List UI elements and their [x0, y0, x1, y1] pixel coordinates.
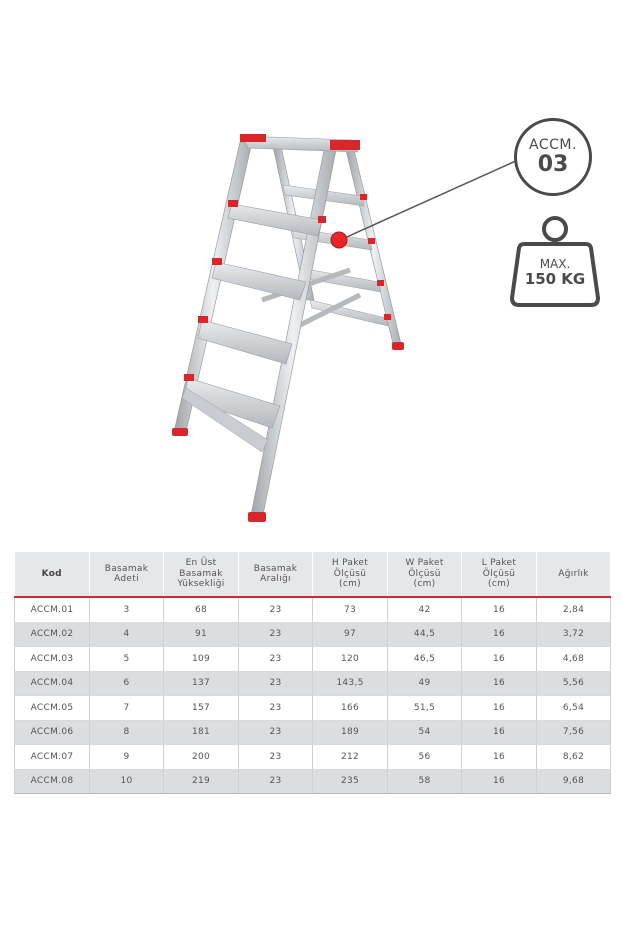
table-cell: 16 — [462, 696, 537, 721]
column-header — [388, 552, 462, 597]
column-header-line: Basamak — [179, 568, 223, 579]
table-cell: 137 — [164, 671, 239, 696]
table-cell: 2,84 — [537, 597, 611, 622]
table-cell: 23 — [239, 696, 313, 721]
table-cell: 8,62 — [537, 745, 611, 770]
table-cell: 181 — [164, 720, 239, 745]
table-cell: 120 — [313, 647, 388, 672]
table-cell: 6 — [90, 671, 164, 696]
column-header — [90, 552, 164, 597]
table-cell: 68 — [164, 597, 239, 622]
table-cell: ACCM.04 — [15, 671, 90, 696]
table-cell: ACCM.05 — [15, 696, 90, 721]
table-cell: 4,68 — [537, 647, 611, 672]
table-row — [15, 745, 611, 770]
table-cell: 54 — [388, 720, 462, 745]
table-cell: ACCM.03 — [15, 647, 90, 672]
table-cell: 16 — [462, 745, 537, 770]
table-cell: 49 — [388, 671, 462, 696]
column-header — [313, 552, 388, 597]
table-cell: 16 — [462, 769, 537, 794]
table-cell: 8 — [90, 720, 164, 745]
table-cell: 73 — [313, 597, 388, 622]
table-cell: 23 — [239, 647, 313, 672]
table-cell: 23 — [239, 622, 313, 647]
table-cell: 51,5 — [388, 696, 462, 721]
table-cell: 3 — [90, 597, 164, 622]
table-cell: 7 — [90, 696, 164, 721]
model-code-badge — [514, 118, 592, 196]
table-cell: 23 — [239, 745, 313, 770]
table-cell: 23 — [239, 769, 313, 794]
column-header-line: Yüksekliği — [177, 579, 225, 590]
badge-prefix: ACCM. — [529, 137, 577, 154]
table-cell: 10 — [90, 769, 164, 794]
table-cell: 219 — [164, 769, 239, 794]
table-header-row — [15, 552, 611, 597]
table-cell: 16 — [462, 647, 537, 672]
table-cell: 143,5 — [313, 671, 388, 696]
column-header-line: (cm) — [488, 579, 510, 590]
table-row — [15, 647, 611, 672]
table-row — [15, 597, 611, 622]
table-cell: 109 — [164, 647, 239, 672]
table-cell: 7,56 — [537, 720, 611, 745]
table-cell: 235 — [313, 769, 388, 794]
table-row — [15, 769, 611, 794]
table-cell: 56 — [388, 745, 462, 770]
table-cell: 23 — [239, 671, 313, 696]
table-cell: 3,72 — [537, 622, 611, 647]
table-cell: 9 — [90, 745, 164, 770]
column-header-line: Basamak — [104, 563, 149, 574]
column-header — [164, 552, 239, 597]
table-cell: 58 — [388, 769, 462, 794]
table-cell: 189 — [313, 720, 388, 745]
table-cell: 23 — [239, 597, 313, 622]
table-cell: 16 — [462, 597, 537, 622]
spec-table — [14, 552, 611, 794]
table-cell: 46,5 — [388, 647, 462, 672]
column-header-line: Ölçüsü — [482, 568, 516, 579]
table-cell: 200 — [164, 745, 239, 770]
table-cell: 44,5 — [388, 622, 462, 647]
column-header-line: Ağırlık — [558, 568, 589, 579]
column-header-line: W Paket — [405, 558, 444, 569]
table-cell: 212 — [313, 745, 388, 770]
table-cell: ACCM.02 — [15, 622, 90, 647]
table-row — [15, 622, 611, 647]
table-cell: 42 — [388, 597, 462, 622]
table-cell: 97 — [313, 622, 388, 647]
column-header-line: Ölçüsü — [408, 568, 441, 579]
column-header-line: Kod — [41, 568, 62, 579]
column-header-line: Ölçüsü — [333, 568, 367, 579]
column-header-line: Basamak — [253, 563, 298, 574]
column-header-line: Aralığı — [260, 574, 291, 584]
column-header-line: En Üst — [185, 558, 217, 569]
column-header — [462, 552, 537, 597]
column-header — [239, 552, 313, 597]
table-row — [15, 696, 611, 721]
table-cell: 91 — [164, 622, 239, 647]
column-header-line: Adeti — [114, 574, 139, 584]
table-cell: 157 — [164, 696, 239, 721]
table-row — [15, 720, 611, 745]
table-cell: ACCM.07 — [15, 745, 90, 770]
badge-number: 03 — [537, 151, 569, 177]
table-row — [15, 671, 611, 696]
column-header — [15, 552, 90, 597]
table-cell: 4 — [90, 622, 164, 647]
max-load-value: 150 KG — [524, 270, 586, 289]
max-load-prefix: MAX. — [539, 257, 571, 271]
table-cell: 5,56 — [537, 671, 611, 696]
table-cell: ACCM.08 — [15, 769, 90, 794]
table-cell: 5 — [90, 647, 164, 672]
table-cell: 166 — [313, 696, 388, 721]
column-header-line: H Paket — [331, 558, 369, 569]
table-cell: 16 — [462, 671, 537, 696]
column-header-line: (cm) — [339, 579, 361, 590]
table-body — [15, 597, 611, 794]
max-load-label — [510, 258, 600, 288]
table-cell: ACCM.06 — [15, 720, 90, 745]
table-cell: ACCM.01 — [15, 597, 90, 622]
column-header-line: L Paket — [481, 558, 517, 569]
column-header-line: (cm) — [413, 579, 436, 590]
table-cell: 16 — [462, 720, 537, 745]
table-cell: 6,54 — [537, 696, 611, 721]
table-cell: 16 — [462, 622, 537, 647]
column-header — [537, 552, 611, 597]
table-cell: 9,68 — [537, 769, 611, 794]
table-cell: 23 — [239, 720, 313, 745]
